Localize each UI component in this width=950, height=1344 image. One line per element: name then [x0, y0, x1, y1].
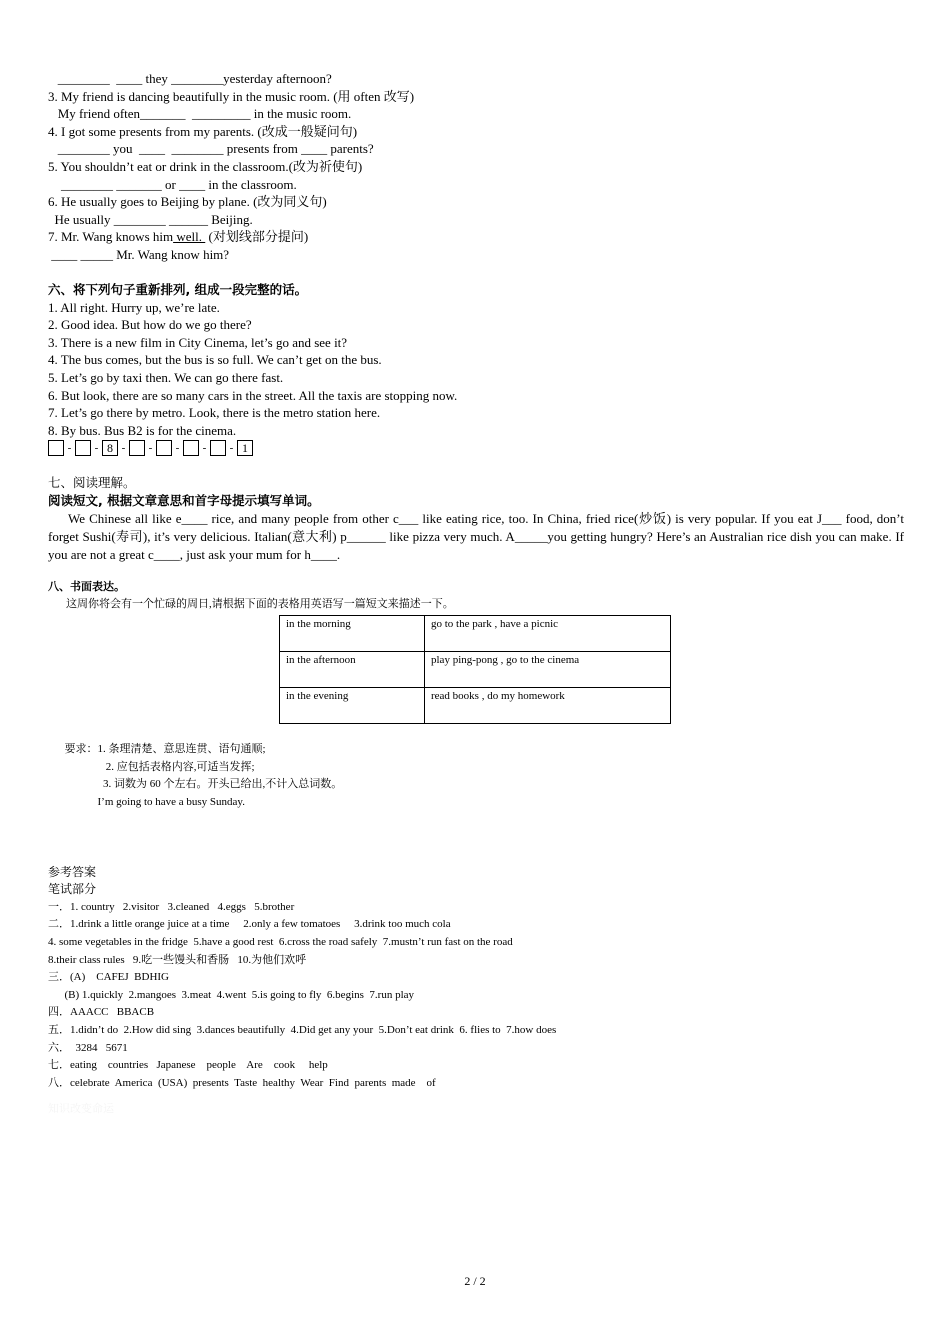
order-answer-box[interactable] — [129, 440, 145, 456]
box-separator: - — [121, 442, 126, 455]
answers-title: 参考答案 — [48, 864, 97, 879]
page-number: 2 / 2 — [464, 1274, 486, 1288]
section6-title: 六、将下列句子重新排列, 组成一段完整的话。 — [48, 281, 308, 297]
list-item: 8. By bus. Bus B2 is for the cinema. — [48, 422, 237, 438]
q7-answer-line: ____ _____ Mr. Wang know him? — [48, 246, 230, 262]
order-answer-box[interactable]: 1 — [237, 440, 253, 456]
order-answer-boxes — [48, 439, 904, 457]
table-row — [280, 616, 671, 652]
exercise-line: He usually ________ ______ Beijing. — [48, 211, 253, 227]
answer-line: 三．(A) CAFEJ BDHIG — [48, 971, 169, 984]
exercise-line: My friend often_______ _________ in the music room. — [48, 106, 352, 122]
section6-items — [48, 299, 904, 440]
list-item: 6. But look, there are so many cars in the street. All the taxis are stopping now. — [48, 387, 458, 403]
table-cell: play ping-pong , go to the cinema — [425, 652, 671, 688]
table-cell: in the afternoon — [280, 652, 425, 688]
exercise-line: 5. You shouldn’t eat or drink in the classroom.(改为祈使句) — [48, 158, 363, 174]
answer-line: 七．eating countries Japanese people Are cook help — [48, 1059, 328, 1072]
list-item: 3. There is a new film in City Cinema, let’s go and see it? — [48, 334, 348, 350]
requirement-line: 3. 词数为 60 个左右。开头已给出,不计入总词数。 — [48, 778, 343, 791]
list-item: 4. The bus comes, but the bus is so full. We can’t get on the bus. — [48, 352, 382, 368]
section7-subtitle: 阅读短文, 根据文章意思和首字母提示填写单词。 — [48, 493, 320, 509]
list-item: 5. Let’s go by taxi then. We can go there fast. — [48, 369, 284, 385]
list-item: 2. Good idea. But how do we go there? — [48, 317, 252, 333]
q7-text: 7. Mr. Wang knows him — [48, 229, 174, 245]
schedule-table — [279, 615, 671, 724]
exercise-line: 6. He usually goes to Beijing by plane. (改为同义句) — [48, 194, 327, 210]
order-answer-box[interactable] — [75, 440, 91, 456]
section8-title: 八、书面表达。 — [48, 579, 125, 593]
answer-line: 六． 3284 5671 — [48, 1041, 128, 1054]
order-answer-box[interactable] — [210, 440, 226, 456]
worksheet-page — [48, 70, 904, 1119]
answer-line: (B) 1.quickly 2.mangoes 3.meat 4.went 5.is going to fly 6.begins 7.run play — [48, 988, 415, 1001]
exercise-line: ________ you ____ ________ presents from ____ parents? — [48, 141, 374, 157]
answer-line: 八．celebrate America (USA) presents Taste healthy Wear Find parents made of — [48, 1076, 436, 1089]
order-answer-box[interactable]: 8 — [102, 440, 118, 456]
box-separator: - — [202, 442, 207, 455]
exercise-line: 3. My friend is dancing beautifully in the music room. (用 often 改写) — [48, 88, 415, 104]
requirement-line: 要求：1. 条理清楚、意思连贯、语句通顺; — [48, 743, 266, 756]
watermark: 知识改变命运 — [48, 1103, 114, 1116]
answer-line: 一．1. country 2.visitor 3.cleaned 4.eggs 5.brother — [48, 900, 295, 913]
box-separator: - — [67, 442, 72, 455]
answer-line: 二．1.drink a little orange juice at a time 2.only a few tomatoes 3.drink too much cola — [48, 918, 451, 931]
writing-requirements — [48, 741, 904, 811]
reading-passage: We Chinese all like e____ rice, and many people from other c___ like eating rice, too. In China, fried rice(炒饭) is very popular. If you eat J___ food, don’t forget Sushi(寿司), it’s very delicious. Italian(意大利) p______ like pizza very much. A_____you getting hungry? Here’s an Australian rice dish you can make. If you are not a great c____, just ask your mum for h____. — [48, 511, 904, 562]
box-separator: - — [175, 442, 180, 455]
section7-title: 七、阅读理解。 — [48, 475, 136, 491]
order-answer-box[interactable] — [156, 440, 172, 456]
box-separator: - — [148, 442, 153, 455]
order-answer-box[interactable] — [48, 440, 64, 456]
answer-line: 五．1.didn’t do 2.How did sing 3.dances beautifully 4.Did get any your 5.Don’t eat drink 6. flies to 7.how does — [48, 1023, 557, 1036]
box-separator: - — [229, 442, 234, 455]
answer-line: 4. some vegetables in the fridge 5.have a good rest 6.cross the road safely 7.mustn’t run fast on the road — [48, 936, 513, 949]
q7-instruction: (对划线部分提问) — [205, 229, 309, 245]
exercise-line: ________ _______ or ____ in the classroom. — [48, 176, 297, 192]
list-item: 1. All right. Hurry up, we’re late. — [48, 299, 220, 315]
order-answer-box[interactable] — [183, 440, 199, 456]
list-item: 7. Let’s go there by metro. Look, there is the metro station here. — [48, 405, 381, 421]
exercise-line: ________ ____ they ________yesterday afternoon? — [48, 71, 332, 86]
q7-underlined: well. — [173, 229, 206, 245]
table-row — [280, 688, 671, 724]
table-row — [280, 652, 671, 688]
requirement-line: I’m going to have a busy Sunday. — [48, 796, 245, 809]
table-cell: in the morning — [280, 616, 425, 652]
table-cell: in the evening — [280, 688, 425, 724]
table-cell: read books , do my homework — [425, 688, 671, 724]
q7-line — [48, 228, 904, 246]
answer-key — [48, 899, 904, 1093]
section8-intro: 这周你将会有一个忙碌的周日,请根据下面的表格用英语写一篇短文来描述一下。 — [66, 597, 454, 610]
exercise-line: 4. I got some presents from my parents. (改成一般疑问句) — [48, 123, 358, 139]
section5-tail — [48, 70, 904, 228]
requirement-line: 2. 应包括表格内容,可适当发挥; — [48, 760, 255, 773]
answer-line: 8.their class rules 9.吃一些馒头和香肠 10.为他们欢呼 — [48, 953, 307, 966]
answers-subtitle: 笔试部分 — [48, 882, 97, 897]
table-cell: go to the park , have a picnic — [425, 616, 671, 652]
answer-line: 四．AAACC BBACB — [48, 1006, 155, 1019]
box-separator: - — [94, 442, 99, 455]
